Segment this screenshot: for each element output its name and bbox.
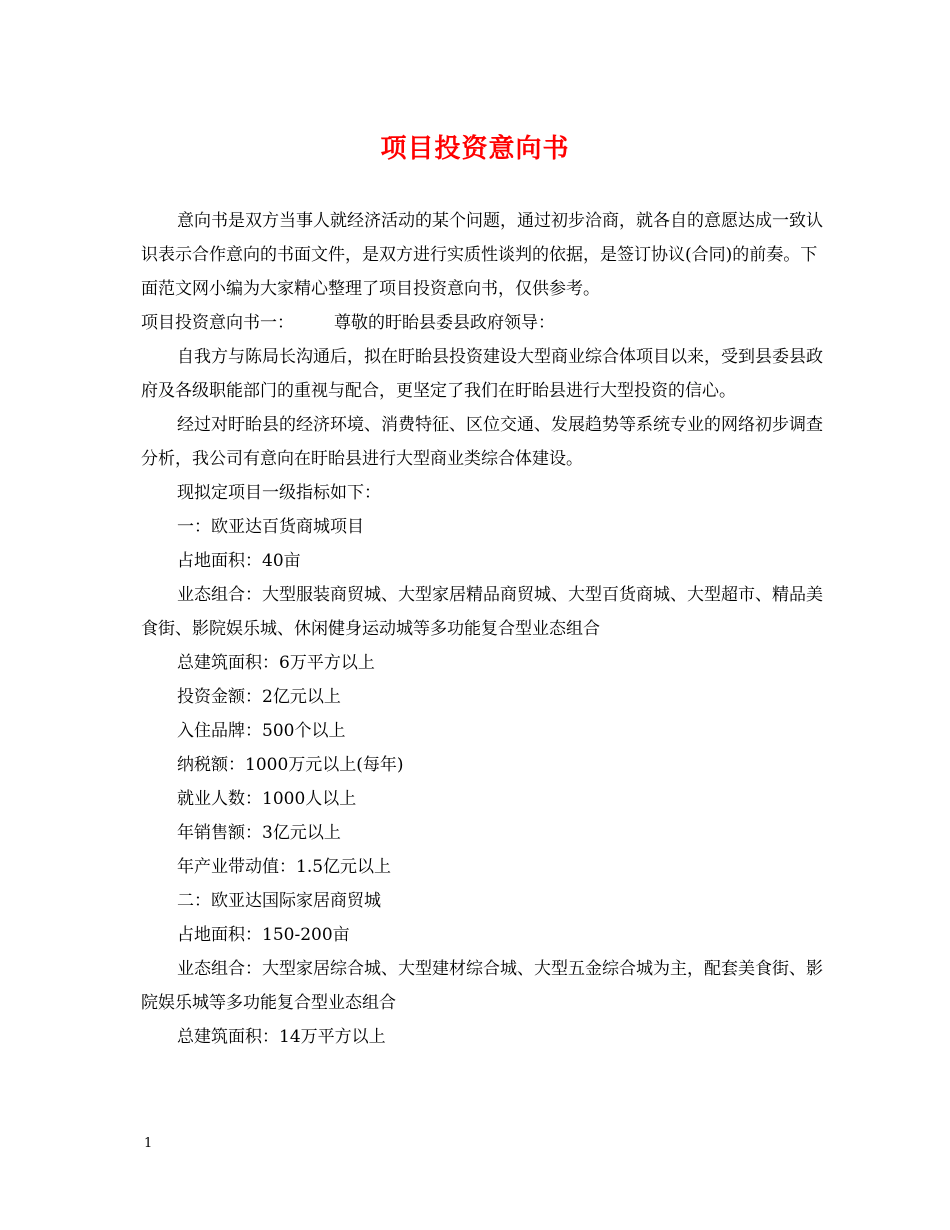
spec-item: 入住品牌：500个以上 xyxy=(177,721,346,741)
spec-item: 就业人数：1000人以上 xyxy=(177,789,357,809)
document-title: 项目投资意向书 xyxy=(380,134,570,164)
spec-item: 业态组合：大型服装商贸城、大型家居精品商贸城、大型百货商城、大型超市、精品美食街、影院娱乐城、休闲健身运动城等多功能复合型业态组合 xyxy=(141,585,823,639)
section-heading: 一：欧亚达百货商城项目 xyxy=(177,517,364,537)
salutation-text: 尊敬的盱眙县委县政府领导： xyxy=(334,313,555,333)
spec-item: 占地面积：150-200亩 xyxy=(177,925,350,945)
spec-item: 占地面积：40亩 xyxy=(177,551,301,571)
spec-item: 总建筑面积：6万平方以上 xyxy=(177,653,375,673)
salutation-label: 项目投资意向书一： xyxy=(141,313,294,333)
section-heading: 二：欧亚达国际家居商贸城 xyxy=(177,891,381,911)
page-number: 1 xyxy=(144,1136,153,1151)
spec-item: 投资金额：2亿元以上 xyxy=(177,687,341,707)
body-paragraph: 经过对盱眙县的经济环境、消费特征、区位交通、发展趋势等系统专业的网络初步调查分析，我公司有意向在盱眙县进行大型商业类综合体建设。 xyxy=(141,415,823,469)
salutation-line xyxy=(141,306,831,340)
intro-paragraph: 意向书是双方当事人就经济活动的某个问题，通过初步洽商，就各自的意愿达成一致认识表示合作意向的书面文件，是双方进行实质性谈判的依据，是签订协议(合同)的前奏。下面范文网小编为大家精心整理了项目投资意向书，仅供参考。 xyxy=(141,211,823,299)
document-body xyxy=(141,204,831,1054)
body-paragraph: 现拟定项目一级指标如下： xyxy=(177,483,381,503)
body-paragraph: 自我方与陈局长沟通后，拟在盱眙县投资建设大型商业综合体项目以来，受到县委县政府及各级职能部门的重视与配合，更坚定了我们在盱眙县进行大型投资的信心。 xyxy=(141,347,823,401)
spec-item: 总建筑面积：14万平方以上 xyxy=(177,1027,386,1047)
spec-item: 年销售额：3亿元以上 xyxy=(177,823,341,843)
spec-item: 纳税额：1000万元以上(每年) xyxy=(177,755,404,775)
spec-item: 业态组合：大型家居综合城、大型建材综合城、大型五金综合城为主，配套美食街、影院娱乐城等多功能复合型业态组合 xyxy=(141,959,823,1013)
spec-item: 年产业带动值：1.5亿元以上 xyxy=(177,857,392,877)
